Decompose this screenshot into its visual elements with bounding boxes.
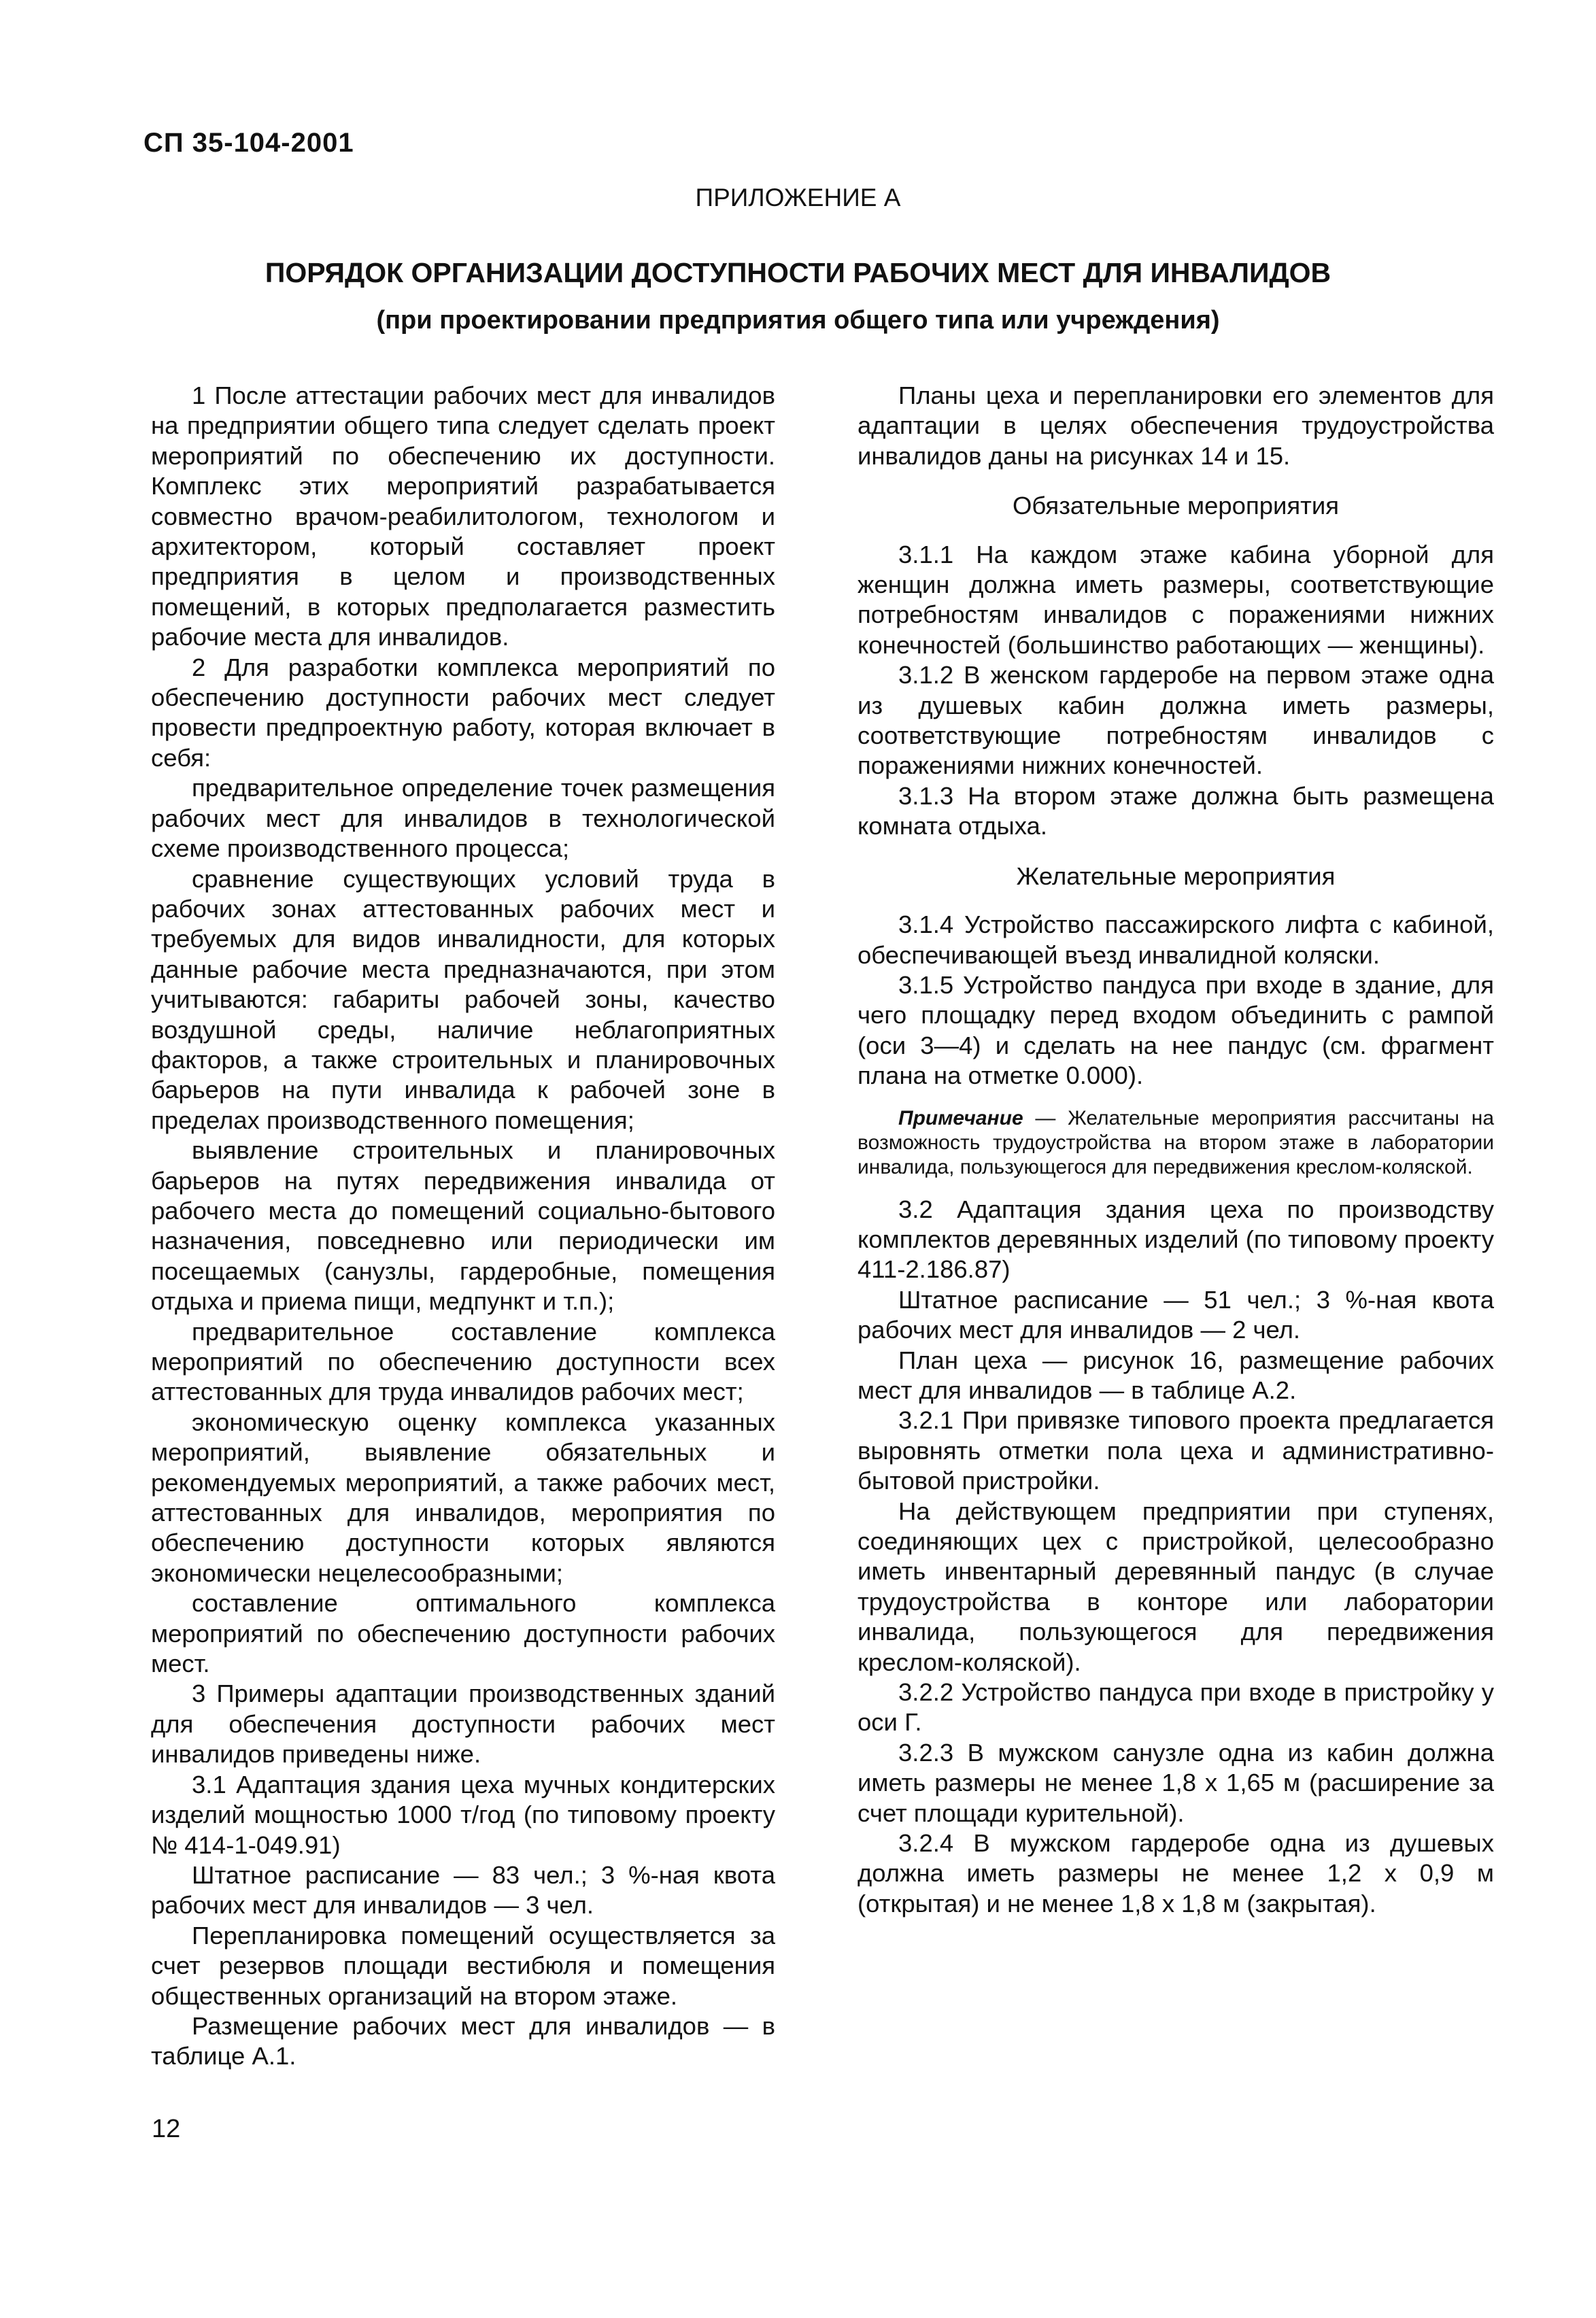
right-column [858, 381, 1494, 1919]
paragraph: 3 Примеры адаптации производственных зданий для обеспечения доступности рабочих мест инвалидов приведены ниже. [151, 1680, 775, 1769]
list-item: выявление строительных и планировочных барьеров на путях передвижения инвалида от рабочего места до помещений социально-бытового назначения, повседневно или периодически им посещаемых (санузлы, гардеробные, помещения отдыха и приема пищи, медпункт и т.п.); [151, 1136, 775, 1316]
paragraph: 3.2.4 В мужском гардеробе одна из душевых должна иметь размеры не менее 1,2 х 0,9 м (открытая) и не менее 1,8 х 1,8 м (закрытая). [858, 1829, 1494, 1918]
paragraph: Планы цеха и перепланировки его элементов для адаптации в целях обеспечения трудоустройства инвалидов даны на рисунках 14 и 15. [858, 381, 1494, 470]
paragraph: 3.2 Адаптация здания цеха по производству комплектов деревянных изделий (по типовому проекту 411-2.186.87) [858, 1195, 1494, 1284]
paragraph: Штатное расписание — 83 чел.; 3 %-ная квота рабочих мест для инвалидов — 3 чел. [151, 1860, 775, 1920]
paragraph: 3.1.1 На каждом этаже кабина уборной для женщин должна иметь размеры, соответствующие потребностям инвалидов с поражениями нижних конечностей (большинство работающих — женщины). [858, 540, 1494, 659]
paragraph: 3.2.2 Устройство пандуса при входе в пристройку у оси Г. [858, 1678, 1494, 1737]
section-heading-desirable: Желательные мероприятия [1016, 862, 1336, 890]
section-heading-mandatory: Обязательные мероприятия [1012, 492, 1340, 520]
paragraph: 3.1.5 Устройство пандуса при входе в здание, для чего площадку перед входом объединить с рампой (оси 3—4) и сделать на нее пандус (см. фрагмент плана на отметке 0.000). [858, 970, 1494, 1090]
list-item: предварительное составление комплекса мероприятий по обеспечению доступности всех аттестованных для труда инвалидов рабочих мест; [151, 1317, 775, 1406]
paragraph: План цеха — рисунок 16, размещение рабочих мест для инвалидов — в таблице А.2. [858, 1346, 1494, 1404]
paragraph: 3.1.3 На втором этаже должна быть размещена комната отдыха. [858, 781, 1494, 840]
page-title: ПОРЯДОК ОРГАНИЗАЦИИ ДОСТУПНОСТИ РАБОЧИХ МЕСТ ДЛЯ ИНВАЛИДОВ [265, 257, 1331, 288]
paragraph: 3.2.3 В мужском санузле одна из кабин должна иметь размеры не менее 1,8 х 1,65 м (расширение за счет площади курительной). [858, 1738, 1494, 1827]
paragraph: Размещение рабочих мест для инвалидов — в таблице А.1. [151, 2011, 775, 2070]
note-text: — Желательные мероприятия рассчитаны на возможность трудоустройства на втором этаже в лаборатории инвалида, пользующегося для передвижения креслом-коляской. [858, 1106, 1494, 1178]
paragraph: 1 После аттестации рабочих мест для инвалидов на предприятии общего типа следует сделать проект мероприятий по обеспечению их доступности. Комплекс этих мероприятий разрабатывается совместно врачом-реабилитологом, технологом и архитектором, который составляет проект предприятия в целом и производственных помещений, в которых предполагается разместить рабочие места для инвалидов. [151, 381, 775, 651]
document-code: СП 35-104-2001 [143, 128, 354, 158]
paragraph: Штатное расписание — 51 чел.; 3 %-ная квота рабочих мест для инвалидов — 2 чел. [858, 1285, 1494, 1344]
paragraph: 3.1 Адаптация здания цеха мучных кондитерских изделий мощностью 1000 т/год (по типовому проекту № 414-1-049.91) [151, 1770, 775, 1859]
paragraph: На действующем предприятии при ступенях, соединяющих цех с пристройкой, целесообразно иметь инвентарный деревянный пандус (в случае трудоустройства в конторе или лаборатории инвалида, пользующегося для передвижения креслом-коляской). [858, 1497, 1494, 1676]
note [858, 1106, 1494, 1180]
list-item: предварительное определение точек размещения рабочих мест для инвалидов в технологической схеме производственного процесса; [151, 774, 775, 863]
page-number: 12 [152, 2115, 181, 2143]
paragraph: Перепланировка помещений осуществляется за счет резервов площади вестибюля и помещения общественных организаций на втором этаже. [151, 1921, 775, 2010]
paragraph: 3.1.4 Устройство пассажирского лифта с кабиной, обеспечивающей въезд инвалидной коляски. [858, 910, 1494, 969]
list-item: экономическую оценку комплекса указанных мероприятий, выявление обязательных и рекомендуемых мероприятий, а также рабочих мест, аттестованных для инвалидов, мероприятия по обеспечению доступности которых являются экономически нецелесообразными; [151, 1408, 775, 1587]
note-label: Примечание [898, 1106, 1023, 1129]
left-column [151, 381, 775, 2072]
paragraph: 3.1.2 В женском гардеробе на первом этаже одна из душевых кабин должна иметь размеры, соответствующие потребностям инвалидов с поражениями нижних конечностей. [858, 661, 1494, 780]
page-subtitle: (при проектировании предприятия общего типа или учреждения) [376, 306, 1220, 335]
paragraph: 3.2.1 При привязке типового проекта предлагается выровнять отметки пола цеха и административно-бытовой пристройки. [858, 1406, 1494, 1495]
list-item: сравнение существующих условий труда в рабочих зонах аттестованных рабочих мест и требуемых для видов инвалидности, для которых данные рабочие места предназначаются, при этом учитываются: габариты рабочей зоны, качество воздушной среды, наличие неблагоприятных факторов, а также строительных и планировочных барьеров на пути инвалида к рабочей зоне в пределах производственного помещения; [151, 864, 775, 1134]
paragraph: 2 Для разработки комплекса мероприятий по обеспечению доступности рабочих мест следует провести предпроектную работу, которая включает в себя: [151, 653, 775, 772]
appendix-label: ПРИЛОЖЕНИЕ А [695, 184, 901, 211]
list-item: составление оптимального комплекса мероприятий по обеспечению доступности рабочих мест. [151, 1589, 775, 1678]
